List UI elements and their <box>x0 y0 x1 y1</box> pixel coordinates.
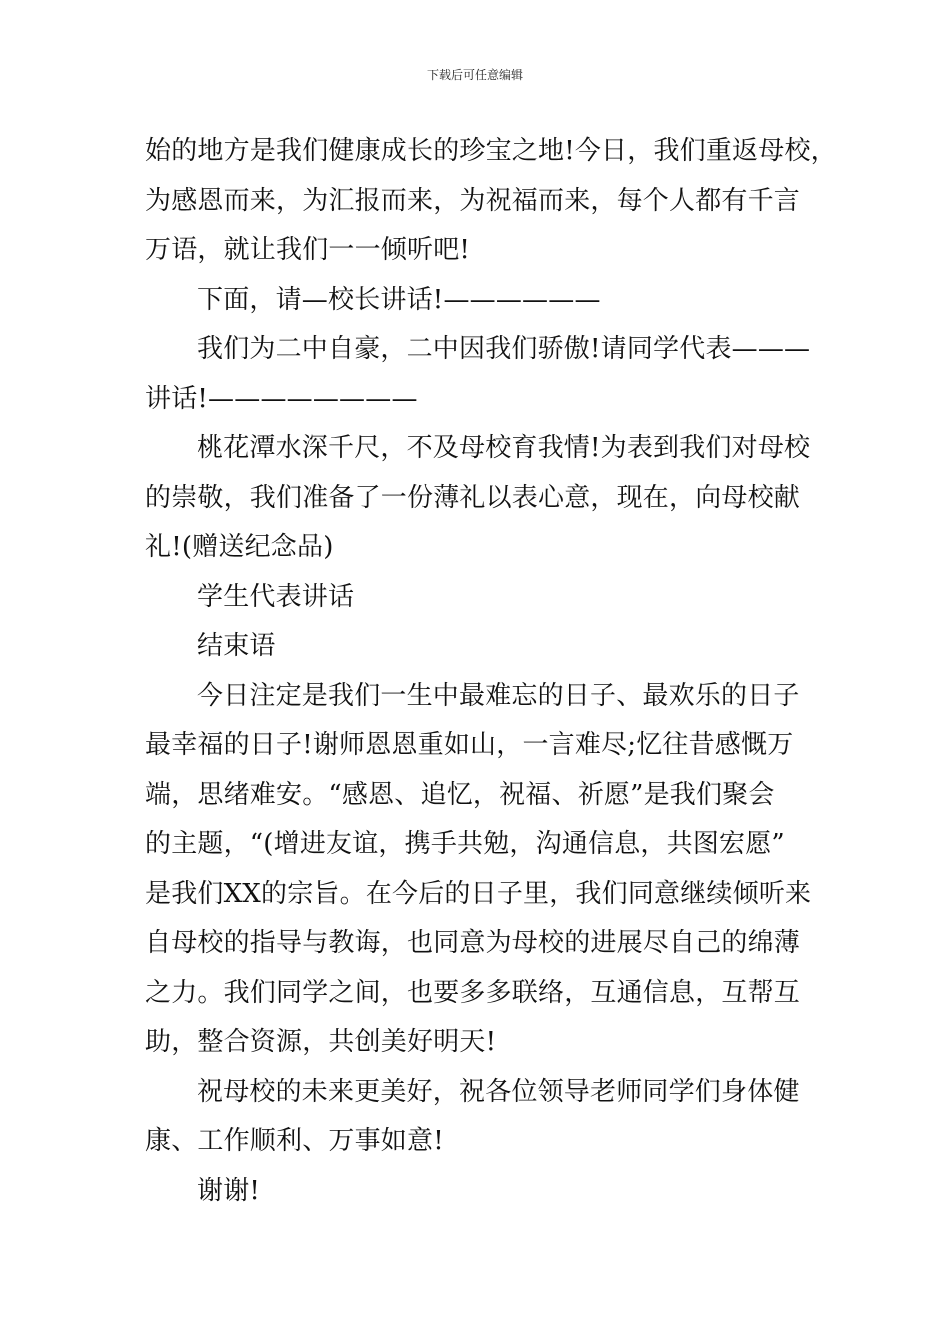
text-line: 下面，请—校长讲话!—————— <box>197 284 601 315</box>
text-line: 的主题，“(增进友谊，携手共勉，沟通信息，共图宏愿” <box>145 829 785 859</box>
text-line: 学生代表讲话 <box>197 581 355 612</box>
text-line: 讲话!———————— <box>145 383 418 414</box>
text-line: 自母校的指导与教诲，也同意为母校的进展尽自己的绵薄 <box>145 928 801 958</box>
text-line: 最幸福的日子!谢师恩恩重如山，一言难尽;忆往昔感慨万 <box>145 730 794 760</box>
text-line: 结束语 <box>197 631 276 661</box>
text-line: 为感恩而来，为汇报而来，为祝福而来，每个人都有千言 <box>145 185 801 216</box>
text-line: 谢谢! <box>197 1175 261 1206</box>
text-line: 桃花潭水深千尺，不及母校育我情!为表到我们对母校 <box>197 433 811 463</box>
text-line: 今日注定是我们一生中最难忘的日子、最欢乐的日子 <box>197 680 800 711</box>
text-line: 万语，就让我们一一倾听吧! <box>145 235 471 265</box>
text-line: 始的地方是我们健康成长的珍宝之地!今日，我们重返母校， <box>145 136 837 166</box>
text-line: 祝母校的未来更美好，祝各位领导老师同学们身体健 <box>197 1076 800 1107</box>
page-header: 下载后可任意编辑 <box>426 68 523 82</box>
text-line: 之力。我们同学之间，也要多多联络，互通信息，互帮互 <box>145 977 801 1008</box>
text-line: 是我们XX的宗旨。在今后的日子里，我们同意继续倾听来 <box>145 878 812 909</box>
document-body <box>145 127 837 1216</box>
text-line: 的崇敬，我们准备了一份薄礼以表心意，现在，向母校献 <box>145 482 801 513</box>
text-line: 礼!(赠送纪念品) <box>145 532 334 562</box>
text-line: 康、工作顺利、万事如意! <box>145 1126 444 1156</box>
text-line: 我们为二中自豪，二中因我们骄傲!请同学代表——— <box>197 334 811 364</box>
text-line: 助，整合资源，共创美好明天! <box>145 1027 497 1057</box>
text-line: 端，思绪难安。“感恩、追忆，祝福、祈愿”是我们聚会 <box>145 779 775 810</box>
